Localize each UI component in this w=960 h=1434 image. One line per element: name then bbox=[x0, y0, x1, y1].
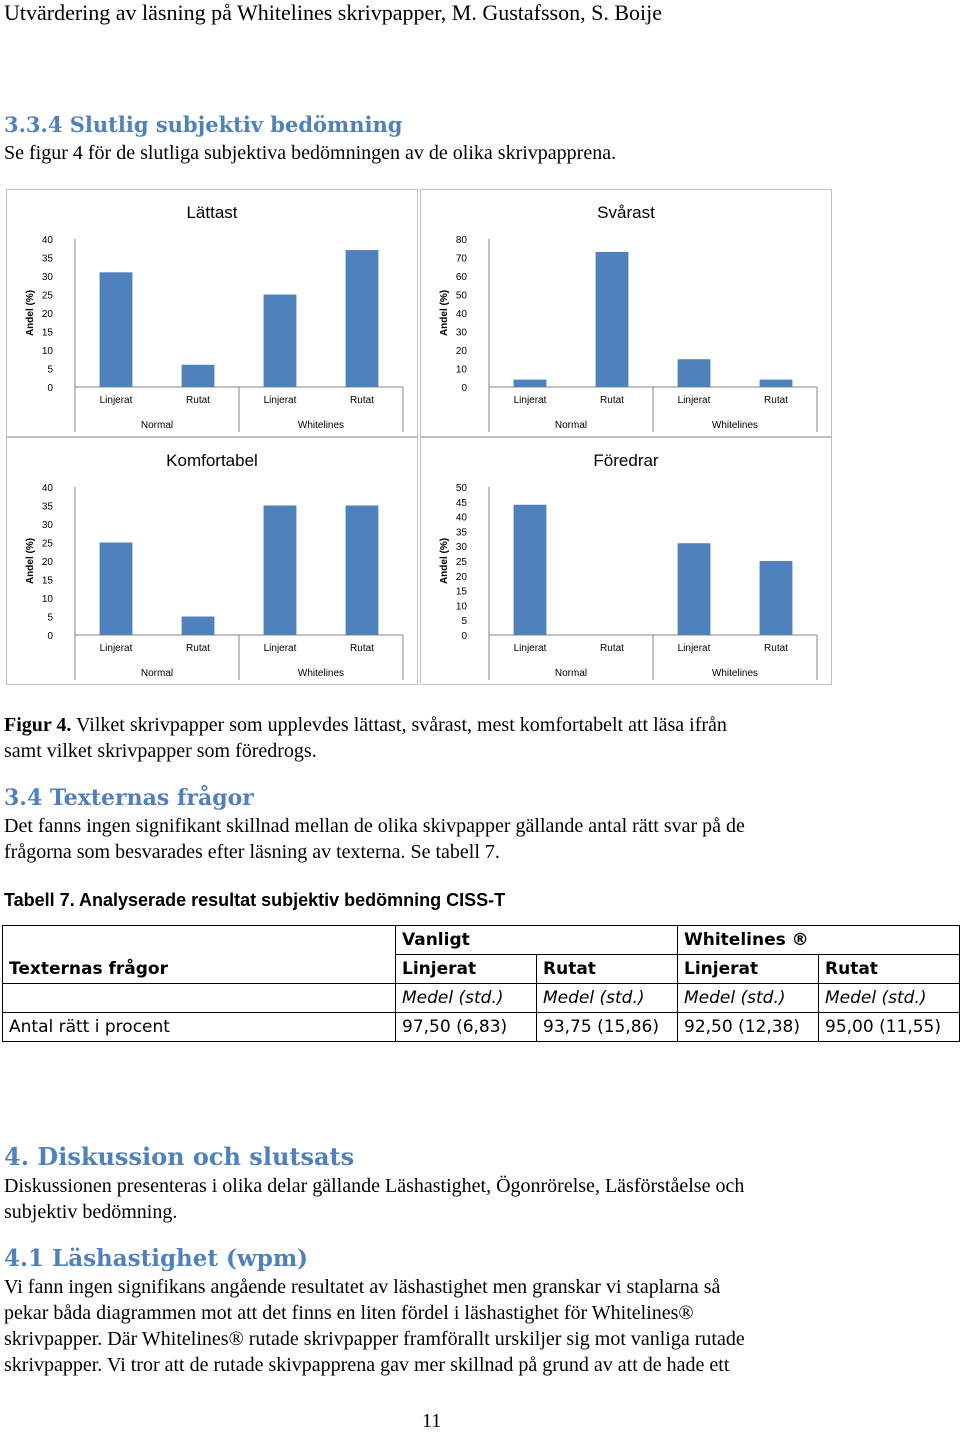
section-3-4-heading: 3.4 Texternas frågor bbox=[4, 785, 254, 811]
y-tick-label: 5 bbox=[47, 612, 53, 624]
section-3-3-4-heading: 3.3.4 Slutlig subjektiv bedömning bbox=[4, 112, 403, 137]
x-tick-label: Linjerat bbox=[263, 643, 297, 654]
y-tick-label: 20 bbox=[455, 346, 467, 357]
figure-4-caption-line2: samt vilket skrivpapper som föredrogs. bbox=[4, 740, 317, 762]
x-tick-label: Rutat bbox=[350, 395, 374, 406]
y-tick-label: 10 bbox=[41, 594, 53, 605]
y-tick-label: 15 bbox=[455, 586, 467, 598]
section-4-1-line4: skrivpapper. Vi tror att de rutade skivpapprena gav mer skillnad på grund av att de hade ett bbox=[4, 1354, 730, 1376]
table-group-whitelines: Whitelines ® bbox=[678, 926, 960, 955]
group-label-normal: Normal bbox=[140, 420, 174, 431]
bar-linjerat-3 bbox=[678, 543, 711, 635]
chart-svarast bbox=[420, 189, 832, 437]
bar-rutat-2 bbox=[182, 365, 215, 387]
y-tick-label: 25 bbox=[41, 538, 53, 550]
y-tick-label: 0 bbox=[461, 631, 467, 642]
x-tick-label: Linjerat bbox=[677, 643, 711, 654]
y-tick-label: 25 bbox=[455, 557, 467, 568]
table-value: 97,50 (6,83) bbox=[396, 1013, 537, 1042]
x-tick-label: Linjerat bbox=[99, 395, 133, 406]
table-stat-label: Medel (std.) bbox=[537, 984, 678, 1013]
y-tick-label: 40 bbox=[41, 483, 53, 494]
y-tick-label: 35 bbox=[41, 501, 53, 513]
x-tick-label: Rutat bbox=[600, 643, 624, 654]
bar-rutat-4 bbox=[760, 561, 793, 635]
y-tick-label: 30 bbox=[455, 327, 467, 339]
y-tick-label: 0 bbox=[461, 383, 467, 394]
y-tick-label: 50 bbox=[455, 483, 467, 494]
running-header: Utvärdering av läsning på Whitelines skrivpapper, M. Gustafsson, S. Boije bbox=[4, 0, 662, 25]
y-axis-label: Andel (%) bbox=[25, 537, 36, 585]
y-tick-label: 5 bbox=[47, 364, 53, 376]
group-label-whitelines: Whitelines bbox=[711, 668, 759, 679]
bar-linjerat-1 bbox=[514, 505, 547, 635]
y-tick-label: 20 bbox=[41, 309, 53, 320]
y-tick-label: 70 bbox=[455, 253, 467, 265]
bar-linjerat-3 bbox=[264, 506, 297, 636]
y-tick-label: 45 bbox=[455, 497, 467, 509]
y-tick-label: 20 bbox=[455, 571, 467, 583]
y-tick-label: 60 bbox=[455, 272, 467, 283]
section-3-4-text bbox=[4, 813, 954, 865]
y-tick-label: 30 bbox=[455, 542, 467, 554]
x-tick-label: Rutat bbox=[350, 643, 374, 654]
chart-title: Svårast bbox=[597, 203, 655, 222]
table-group-vanligt: Vanligt bbox=[396, 926, 678, 955]
chart-title: Lättast bbox=[186, 203, 238, 222]
x-tick-label: Rutat bbox=[764, 395, 788, 406]
x-tick-label: Linjerat bbox=[99, 643, 133, 654]
group-label-whitelines: Whitelines bbox=[297, 668, 345, 679]
y-tick-label: 35 bbox=[41, 253, 53, 265]
y-tick-label: 40 bbox=[455, 512, 467, 524]
y-axis-label: Andel (%) bbox=[439, 537, 450, 585]
y-tick-label: 30 bbox=[41, 272, 53, 283]
figure-4-caption bbox=[4, 712, 954, 764]
y-tick-label: 35 bbox=[455, 527, 467, 539]
group-label-whitelines: Whitelines bbox=[297, 420, 345, 431]
section-4-1-heading: 4.1 Läshastighet (wpm) bbox=[4, 1245, 309, 1272]
table-7-title: Tabell 7. Analyserade resultat subjektiv bedömning CISS-T bbox=[4, 890, 506, 910]
y-tick-label: 10 bbox=[455, 364, 467, 376]
section-4-1-line1: Vi fann ingen signifikans angående resultatet av läshastighet men granskar vi staplarna så bbox=[4, 1276, 721, 1298]
table-7 bbox=[2, 925, 960, 1042]
y-axis-label: Andel (%) bbox=[439, 289, 450, 337]
table-cell bbox=[3, 984, 396, 1013]
table-row bbox=[3, 1013, 960, 1042]
table-row bbox=[3, 955, 960, 984]
x-tick-label: Rutat bbox=[186, 643, 210, 654]
table-stat-label: Medel (std.) bbox=[819, 984, 960, 1013]
table-cell bbox=[3, 926, 396, 955]
y-tick-label: 0 bbox=[47, 631, 53, 642]
section-3-4-line2: frågorna som besvarades efter läsning av texterna. Se tabell 7. bbox=[4, 841, 500, 863]
y-axis-label: Andel (%) bbox=[25, 289, 36, 337]
y-tick-label: 10 bbox=[455, 601, 467, 613]
x-tick-label: Linjerat bbox=[263, 395, 297, 406]
table-row bbox=[3, 984, 960, 1013]
x-tick-label: Rutat bbox=[186, 395, 210, 406]
y-tick-label: 5 bbox=[461, 616, 467, 628]
chart-title: Föredrar bbox=[593, 451, 659, 470]
table-row-header: Texternas frågor bbox=[3, 955, 396, 984]
table-value: 95,00 (11,55) bbox=[819, 1013, 960, 1042]
y-tick-label: 30 bbox=[41, 520, 53, 531]
y-tick-label: 50 bbox=[455, 290, 467, 302]
group-label-normal: Normal bbox=[554, 668, 588, 679]
bar-rutat-4 bbox=[346, 250, 379, 387]
chart-lattast-svg bbox=[7, 190, 417, 436]
section-4-text bbox=[4, 1173, 954, 1225]
y-tick-label: 15 bbox=[41, 327, 53, 339]
chart-svarast-svg bbox=[421, 190, 831, 436]
group-label-whitelines: Whitelines bbox=[711, 420, 759, 431]
table-col-header: Rutat bbox=[537, 955, 678, 984]
section-3-4-line1: Det fanns ingen signifikant skillnad mellan de olika skivpapper gällande antal rätt svar på de bbox=[4, 815, 745, 837]
chart-komfortabel bbox=[6, 437, 418, 685]
x-tick-label: Linjerat bbox=[513, 643, 547, 654]
figure-4-caption-line1: Vilket skrivpapper som upplevdes lättast, svårast, mest komfortabelt att läsa ifrån bbox=[71, 714, 727, 736]
bar-rutat-2 bbox=[182, 617, 215, 636]
bar-linjerat-3 bbox=[264, 295, 297, 388]
x-tick-label: Linjerat bbox=[513, 395, 547, 406]
y-tick-label: 0 bbox=[47, 383, 53, 394]
bar-linjerat-3 bbox=[678, 359, 711, 387]
table-row bbox=[3, 926, 960, 955]
figure-4-label: Figur 4. bbox=[4, 714, 72, 736]
x-tick-label: Linjerat bbox=[677, 395, 711, 406]
table-stat-label: Medel (std.) bbox=[396, 984, 537, 1013]
chart-foredrar bbox=[420, 437, 832, 685]
y-tick-label: 20 bbox=[41, 557, 53, 568]
chart-foredrar-svg bbox=[421, 438, 831, 684]
chart-lattast bbox=[6, 189, 418, 437]
group-label-normal: Normal bbox=[140, 668, 174, 679]
table-stat-label: Medel (std.) bbox=[678, 984, 819, 1013]
section-4-line1: Diskussionen presenteras i olika delar gällande Läshastighet, Ögonrörelse, Läsförståelse och bbox=[4, 1175, 745, 1197]
x-tick-label: Rutat bbox=[764, 643, 788, 654]
bar-rutat-4 bbox=[346, 506, 379, 636]
table-row-label: Antal rätt i procent bbox=[3, 1013, 396, 1042]
section-4-line2: subjektiv bedömning. bbox=[4, 1201, 178, 1223]
section-4-1-line3: skrivpapper. Där Whitelines® rutade skrivpapper framförallt urskiljer sig mot vanliga rutade bbox=[4, 1328, 745, 1350]
x-tick-label: Rutat bbox=[600, 395, 624, 406]
section-4-1-text bbox=[4, 1274, 954, 1378]
table-col-header: Linjerat bbox=[678, 955, 819, 984]
bar-linjerat-1 bbox=[100, 543, 133, 636]
bar-rutat-2 bbox=[596, 252, 629, 387]
group-label-normal: Normal bbox=[554, 420, 588, 431]
page-number: 11 bbox=[422, 1410, 442, 1432]
chart-komfortabel-svg bbox=[7, 438, 417, 684]
table-col-header: Linjerat bbox=[396, 955, 537, 984]
table-value: 93,75 (15,86) bbox=[537, 1013, 678, 1042]
bar-rutat-4 bbox=[760, 380, 793, 387]
chart-title: Komfortabel bbox=[166, 451, 258, 470]
y-tick-label: 25 bbox=[41, 290, 53, 302]
y-tick-label: 10 bbox=[41, 346, 53, 357]
y-tick-label: 40 bbox=[455, 309, 467, 320]
y-tick-label: 80 bbox=[455, 235, 467, 246]
bar-linjerat-1 bbox=[514, 380, 547, 387]
bar-linjerat-1 bbox=[100, 272, 133, 387]
section-4-heading: 4. Diskussion och slutsats bbox=[4, 1142, 355, 1171]
table-value: 92,50 (12,38) bbox=[678, 1013, 819, 1042]
table-col-header: Rutat bbox=[819, 955, 960, 984]
section-4-1-line2: pekar båda diagrammen mot att det finns en liten fördel i läshastighet för Whitelines® bbox=[4, 1302, 694, 1324]
section-3-3-4-text: Se figur 4 för de slutliga subjektiva bedömningen av de olika skrivpapprena. bbox=[4, 142, 617, 164]
y-tick-label: 40 bbox=[41, 235, 53, 246]
y-tick-label: 15 bbox=[41, 575, 53, 587]
